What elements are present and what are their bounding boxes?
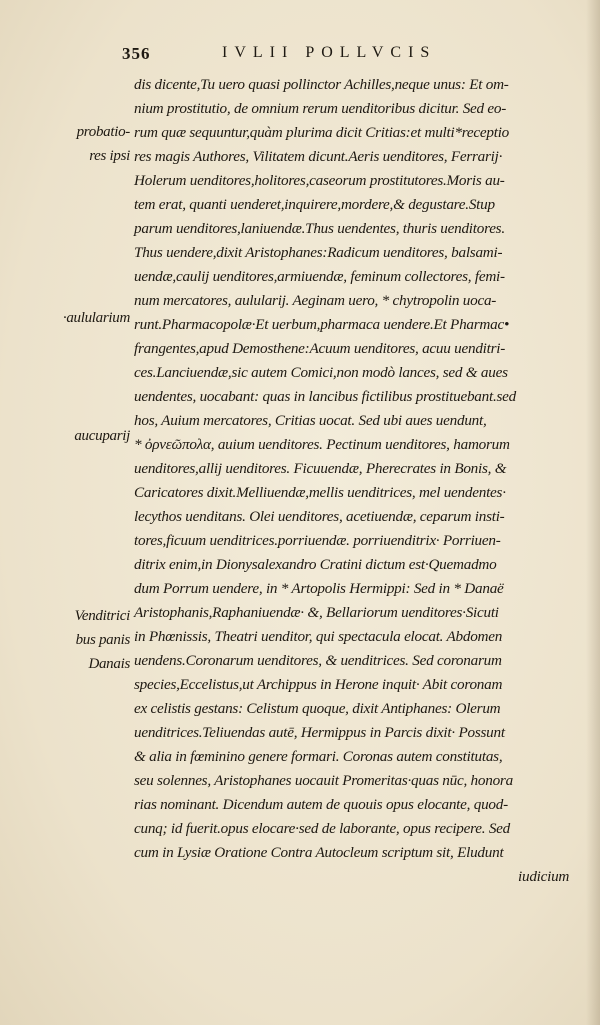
text-line: cunq; id fuerit.opus elocare·sed de laborante, opus recipere. Sed xyxy=(134,820,511,837)
margin-note-res-ipsi: res ipsi xyxy=(89,148,130,164)
running-title: IVLII POLLVCIS xyxy=(222,44,437,61)
margin-note-bus-panis: bus panis xyxy=(75,632,130,648)
text-line: rias nominant. Dicendum autem de quouis opus elocante, quod- xyxy=(134,796,508,813)
text-line: parum uenditores,laniuendæ.Thus uendentes, thuris uenditores. xyxy=(134,220,505,237)
text-line: dis dicente,Tu uero quasi pollinctor Achilles,neque unus: Et om- xyxy=(134,76,509,93)
text-line: ditrix enim,in Dionysalexandro Cratini dictum est·Quemadmo xyxy=(134,556,497,573)
margin-note-aulularium: ·aulularium xyxy=(62,310,130,326)
page-header xyxy=(0,44,600,70)
text-line: num mercatores, aulularij. Aeginam uero, * chytropolin uoca- xyxy=(134,292,497,309)
text-line: Thus uendere,dixit Aristophanes:Radicum uenditores, balsami- xyxy=(134,244,503,261)
text-line: uendæ,caulij uenditores,armiuendæ, feminum collectores, femi- xyxy=(134,268,505,285)
text-line: frangentes,apud Demosthene:Acuum uenditores, acuu uenditri- xyxy=(134,340,506,357)
text-line: uendentes, uocabant: quas in lancibus fictilibus prostituebant.sed xyxy=(134,388,516,405)
text-line: species,Eccelistus,ut Archippus in Herone inquit· Abit coronam xyxy=(134,676,503,693)
text-line: hos, Auium mercatores, Critias uocat. Sed ubi aues uendunt, xyxy=(134,412,487,429)
text-line: runt.Pharmacopolæ·Et uerbum,pharmaca uendere.Et Pharmac• xyxy=(134,316,510,333)
text-line: nium prostitutio, de omnium rerum uenditoribus dicitur. Sed eo- xyxy=(134,100,507,117)
margin-note-aucuparij: aucuparij xyxy=(74,428,130,444)
text-line: uenditores,allij uenditores. Ficuuendæ, Pherecrates in Bonis, & xyxy=(134,460,507,477)
text-line: cum in Lysiæ Oratione Contra Autocleum scriptum sit, Eludunt xyxy=(134,844,504,861)
text-line: tores,ficuum uenditrices.porriuendæ. porriuenditrix· Porriuen- xyxy=(134,532,501,549)
text-line: Holerum uenditores,holitores,caseorum prostitutores.Moris au- xyxy=(134,172,505,189)
text-line: Aristophanis,Raphaniuendæ· &, Bellariorum uenditores·Sicuti xyxy=(134,604,499,621)
margin-note-venditrici: Venditrici xyxy=(74,608,130,624)
text-line: uenditrices.Teliuendas autē, Hermippus in Parcis dixit· Possunt xyxy=(134,724,505,741)
text-line: Caricatores dixit.Melliuendæ,mellis uenditrices, mel uendentes· xyxy=(134,484,506,501)
text-line: rum quæ sequuntur,quàm plurima dicit Critias:et multi*receptio xyxy=(134,124,510,141)
text-line: & alia in fœminino genere formari. Coronas autem constitutas, xyxy=(134,748,503,765)
text-line: * ὀρνεῶπολα, auium uenditores. Pectinum uenditores, hamorum xyxy=(134,436,510,453)
text-line: seu solennes, Aristophanes uocauit Promeritas·quas nūc, honora xyxy=(134,772,513,789)
text-line: ex celistis gestans: Celistum quoque, dixit Antiphanes: Olerum xyxy=(134,700,501,717)
page-number: 356 xyxy=(122,44,151,63)
page-edge-shadow xyxy=(586,0,600,1025)
text-line: dum Porrum uendere, in * Artopolis Hermippi: Sed in * Danaë xyxy=(134,580,504,597)
text-line: lecythos uenditans. Olei uenditores, acetiuendæ, ceparum insti- xyxy=(134,508,505,525)
text-line: in Phœnissis, Theatri uenditor, qui spectacula elocat. Abdomen xyxy=(134,628,503,645)
text-line: tem erat, quanti uenderet,inquirere,mordere,& degustare.Stup xyxy=(134,196,495,213)
catchword: iudicium xyxy=(518,868,570,885)
text-line: res magis Authores, Vilitatem dicunt.Aeris uenditores, Ferrarij· xyxy=(134,148,503,165)
text-line: uendens.Coronarum uenditores, & uenditrices. Sed coronarum xyxy=(134,652,502,669)
margin-note-danais: Danais xyxy=(88,656,130,672)
margin-note-probatio: probatio- xyxy=(76,124,130,140)
text-line: ces.Lanciuendæ,sic autem Comici,non modò lances, sed & aues xyxy=(134,364,508,381)
